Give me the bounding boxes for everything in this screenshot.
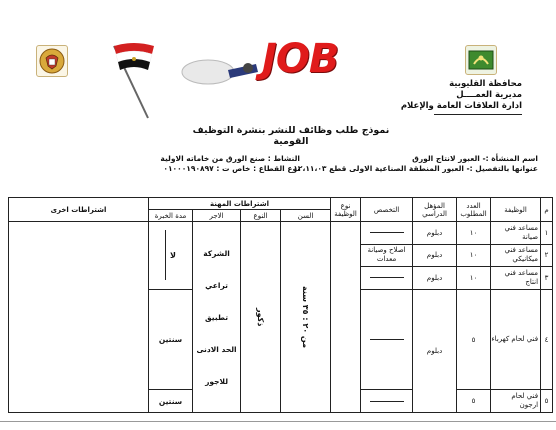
sector-label: نوع القطاع : <box>253 164 300 173</box>
row-count: ٥ <box>457 289 491 390</box>
row-qualification: دبلوم <box>413 289 457 412</box>
header-age: السن <box>281 210 331 222</box>
row-specialization: اصلاح وصيانة معدات <box>361 244 413 267</box>
wage-cell <box>193 222 241 413</box>
establishment-address: عنوانها بالتفصيل :- العبور المنطقة الصناعية الاولى قطع ١٢،١١،٠٣ <box>293 164 538 173</box>
row-job: فني لحام كهرباء <box>491 289 541 390</box>
row-specialization-dash <box>361 222 413 245</box>
row-qualification: دبلوم <box>413 267 457 290</box>
row-job: فني لحام ارجون <box>491 390 541 413</box>
experience-r5: سنتين <box>149 390 193 413</box>
job-banner-text: JOB <box>262 36 339 82</box>
row-num: ٢ <box>541 244 553 267</box>
directorate-text: مديرية العمــــل <box>456 90 522 100</box>
row-count: ١٠ <box>457 222 491 245</box>
row-count: ١٠ <box>457 267 491 290</box>
sector-text <box>108 163 300 174</box>
department-text: ادارة العلاقات العامة والإعلام <box>400 101 522 111</box>
header-experience: مدة الخبرة <box>149 210 193 222</box>
governorate-text: محافظة القليوبية <box>449 79 522 89</box>
governorate-logo <box>465 45 497 75</box>
row-qualification: دبلوم <box>413 244 457 267</box>
establishment-name: اسم المنشأة :- العبور لانتاج الورق <box>412 154 538 163</box>
job-type-cell <box>331 222 361 413</box>
row-num: ١ <box>541 222 553 245</box>
other-cell <box>9 222 149 413</box>
wage-line: الشركة <box>203 248 230 258</box>
row-specialization-dash <box>361 289 413 390</box>
row-job: مساعد فني ميكانيكي <box>491 244 541 267</box>
age-value: من ٢٠ : ٣٥ سنة <box>301 285 311 349</box>
row-num: ٥ <box>541 390 553 413</box>
header-gender: النوع <box>241 210 281 222</box>
experience-r4: سنتين <box>149 289 193 390</box>
form-title: نموذج طلب وظائف للنشر بنشرة التوظيف القومية <box>192 125 390 147</box>
row-num: ٤ <box>541 289 553 390</box>
header-specialization: التخصص <box>361 198 413 222</box>
header-profession-requirements: اشتراطات المهنة <box>149 198 331 210</box>
wage-line: تراعي <box>205 280 228 290</box>
hand-illustration <box>178 50 268 90</box>
header-other: اشتراطات اخرى <box>9 198 149 222</box>
table-header-row-1 <box>9 198 553 210</box>
row-num: ٣ <box>541 267 553 290</box>
phone-text: ت : ٠١٠٠٠١٩٠٨٩٧ <box>163 164 230 173</box>
activity-text: النشاط : صنع الورق من خاماته الاولية <box>160 154 300 163</box>
header-qualification: المؤهل الدراسي <box>413 198 457 222</box>
header-count: العدد المطلوب <box>457 198 491 222</box>
header-job: الوظيفة <box>491 198 541 222</box>
table-row <box>9 222 553 245</box>
row-specialization-dash <box>361 390 413 413</box>
gender-value: ذكور <box>256 307 266 327</box>
experience-value-top: لا <box>170 250 177 260</box>
header-num: م <box>541 198 553 222</box>
row-count: ١٠ <box>457 244 491 267</box>
row-job: مساعد فني صيانة <box>491 222 541 245</box>
jobs-table <box>8 197 553 413</box>
wage-line: للاجور <box>205 376 229 386</box>
age-cell <box>281 222 331 413</box>
row-specialization-dash <box>361 267 413 290</box>
wage-line: تطبيق <box>205 312 229 322</box>
department-underline <box>434 114 522 115</box>
experience-cell-top <box>149 222 193 290</box>
egypt-emblem-logo <box>36 45 68 77</box>
sector-value: خاص <box>232 164 251 173</box>
wage-lines <box>193 237 240 397</box>
bottom-divider <box>0 421 556 422</box>
header-wage: الاجر <box>193 210 241 222</box>
row-job: مساعد فني انتاج <box>491 267 541 290</box>
egypt-flag-illustration <box>104 40 184 120</box>
experience-line <box>165 230 166 280</box>
wage-line: الحد الادنى <box>196 344 237 354</box>
row-count: ٥ <box>457 390 491 413</box>
gender-cell <box>241 222 281 413</box>
row-qualification: دبلوم <box>413 222 457 245</box>
header-job-type: نوع الوظيفة <box>331 198 361 222</box>
